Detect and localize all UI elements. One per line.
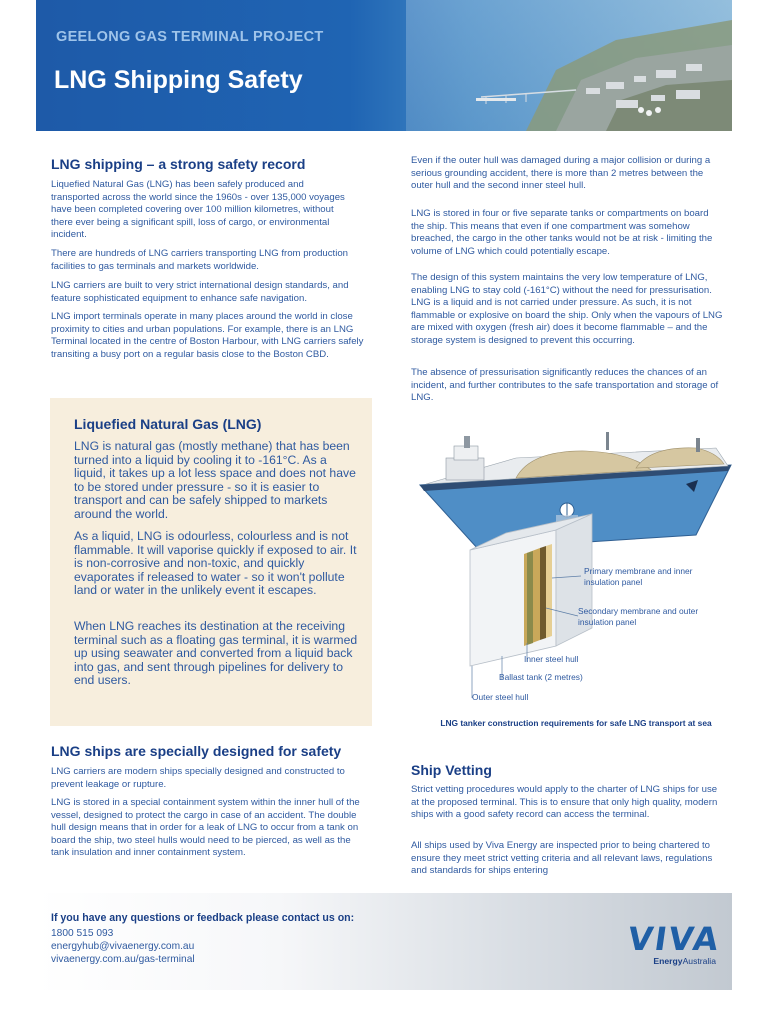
header-banner — [36, 0, 732, 131]
paragraph: LNG is stored in a special containment system within the inner hull of the vessel, designed to protect the cargo in case of an accident. The double hull design means that in order for a leak of LNG to occur from a tank on board the ship, two steel hulls would need to be pierced, as well as the tank insulation and inner containment system. — [51, 797, 360, 859]
lng-tanker-diagram — [406, 418, 732, 748]
paragraph: The absence of pressurisation significantly reduces the chances of an incident, and further contributes to the safe transportation and storage of LNG. — [411, 367, 719, 404]
contact-email[interactable]: energyhub@vivaenergy.com.au — [51, 941, 195, 952]
label-inner-steel-hull: Inner steel hull — [524, 654, 579, 664]
box-paragraph: When LNG reaches its destination at the receiving terminal such as a floating gas terminal, it is warmed up using seawater and converted from a liquid back into gas, and sent through pipelines for delivery to end users. — [74, 619, 358, 688]
contact-phone[interactable]: 1800 515 093 — [51, 928, 114, 939]
lng-info-box — [50, 398, 372, 726]
box-paragraph: LNG is natural gas (mostly methane) that has been turned into a liquid by cooling it to -161°C. As a liquid, it takes up a lot less space and does not have to be stored under pressure - so it is easier to transport and can be safely shipped to markets around the world. — [74, 439, 356, 521]
paragraph: All ships used by Viva Energy are inspected prior to being chartered to ensure they meet strict vetting criteria and all relevant laws, regulations and standards for ships entering — [411, 840, 713, 877]
section-heading-safety-record: LNG shipping – a strong safety record — [51, 156, 306, 172]
footer-contact — [36, 893, 732, 990]
label-ballast-tank: Ballast tank (2 metres) — [499, 672, 583, 682]
section-heading-ship-design: LNG ships are specially designed for safety — [51, 743, 342, 759]
paragraph: LNG is stored in four or five separate tanks or compartments on board the ship. This means that even if one compartment was somehow breached, the cargo in the other tanks would not be at risk - limiting the volume of LNG which could potentially escape. — [411, 208, 713, 257]
document-page — [36, 0, 732, 1024]
box-paragraph: As a liquid, LNG is odourless, colourless and is not flammable. It will vaporise quickly if exposed to air. It is non-corrosive and non-toxic, and quickly evaporates if released to water - so it won't pollute land or water in the unlikely event it escapes. — [74, 529, 357, 598]
contact-website[interactable]: vivaenergy.com.au/gas-terminal — [51, 954, 195, 965]
logo-subtitle-bold: Energy — [653, 956, 683, 966]
logo-subtitle — [653, 956, 716, 966]
logo-subtitle-region: Australia — [682, 956, 716, 966]
label-secondary-membrane: Secondary membrane and outer insulation panel — [578, 606, 699, 627]
viva-energy-logo — [625, 920, 723, 966]
diagram-caption: LNG tanker construction requirements for safe LNG transport at sea — [440, 718, 712, 728]
label-outer-steel-hull: Outer steel hull — [472, 692, 529, 702]
label-primary-membrane: Primary membrane and inner insulation panel — [584, 566, 693, 587]
project-title: GEELONG GAS TERMINAL PROJECT — [56, 29, 324, 45]
aerial-photo-illustration — [406, 0, 732, 131]
paragraph: Strict vetting procedures would apply to the charter of LNG ships for use at the proposed terminal. This is to ensure that only high quality, modern ships with a good safety record can access the terminal. — [411, 784, 718, 821]
logo-wordmark: VIVA — [625, 920, 723, 958]
page-title: LNG Shipping Safety — [54, 66, 303, 94]
paragraph: LNG carriers are modern ships specially designed and constructed to prevent leakage or rupture. — [51, 766, 345, 790]
section-heading-ship-vetting: Ship Vetting — [411, 762, 492, 778]
paragraph: Even if the outer hull was damaged during a major collision or during a serious grounding accident, there is more than 2 metres between the outer hull and the second inner steel hull. — [411, 155, 711, 192]
paragraph: The design of this system maintains the very low temperature of LNG, enabling LNG to stay cold (-161°C) without the need for pressurisation. LNG is a liquid and is not carried under pressure. As such, it is not flammable or explosive on board the ship. Only when the vapours of LNG are mixed with oxygen (fresh air) does it become flammable – and the storage system is designed to prevent this occurring. — [411, 272, 723, 346]
box-heading: Liquefied Natural Gas (LNG) — [74, 416, 262, 432]
paragraph: There are hundreds of LNG carriers transporting LNG from production facilities to gas terminals and markets worldwide. — [51, 248, 349, 272]
paragraph: LNG carriers are built to very strict international design standards, and feature sophisticated equipment to enhance safe navigation. — [51, 280, 349, 304]
paragraph: Liquefied Natural Gas (LNG) has been safely produced and transported across the world since the 1960s - over 135,000 voyages have been completed covering over 100 million kilometres, without there ever being a significant spill, loss of cargo, or environmental incident. — [51, 179, 345, 241]
paragraph: LNG import terminals operate in many places around the world in close proximity to cities and urban populations. For example, there is an LNG Terminal located in the centre of Boston Harbour, with LNG carriers safely transiting a busy port on a regular basis close to the Boston CBD. — [51, 311, 364, 360]
contact-prompt: If you have any questions or feedback please contact us on: — [51, 912, 355, 924]
